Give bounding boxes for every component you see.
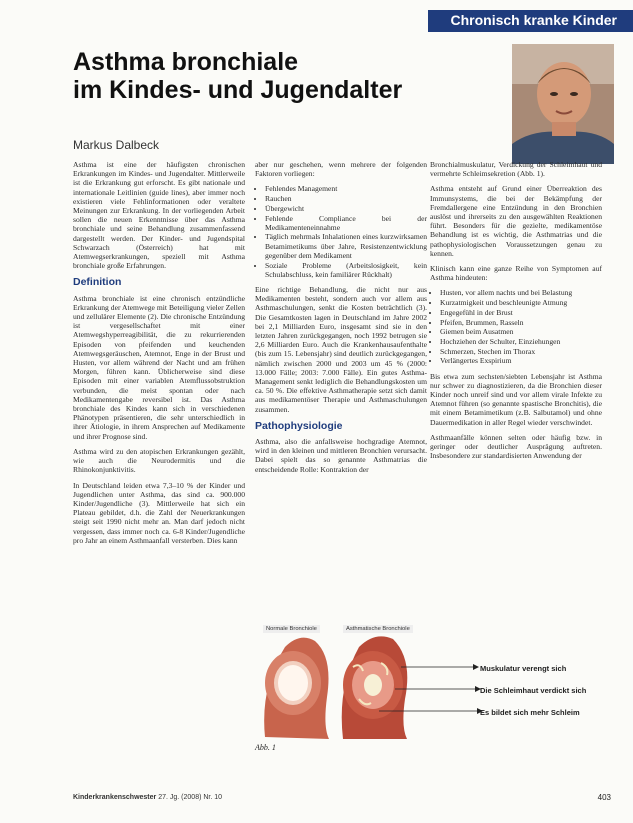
list-item: • Verlängertes Exspirium [440,356,602,365]
figure-label-asthmatic: Asthmatische Bronchiole [343,625,413,633]
bronchiole-illustration [255,627,611,739]
prevalence-paragraph: In Deutschland leiden etwa 7,3–10 % der Kinder und Jugendlichen unter Asthma, das sind ca. 900.000 Kinder/Jugendliche (3). Mittlerweile hat sich ein Plateau gebildet, d.h. die Zahl der Neuerkrankungen steigt seit 1990 nicht mehr an. Man darf jedoch nicht vergessen, dass immer noch ca. 6-8 Kinder/Jugendliche pro Jahr an einem Asthmaanfall versterben. Dies kann [73,480,245,545]
pathophysiology-paragraph: Asthma, also die anfallsweise hochgradige Atemnot, wird in den kleinen und mittleren Bronchien verursacht. Dabei spielt das so genannte Asthmatrias die entscheidende Rolle: Kontraktion der [255,436,427,474]
callout-mucus: Es bildet sich mehr Schleim [480,708,580,717]
list-item: • Rauchen [265,194,427,203]
author-photo [512,44,614,164]
symptoms-intro: Klinisch kann eine ganze Reihe von Symptomen auf Asthma hindeuten: [430,264,602,283]
callout-muscle: Muskulatur verengt sich [480,664,567,673]
figure-caption: Abb. 1 [255,743,276,752]
page-footer [73,794,222,801]
bronchiole-figure [255,627,611,739]
author-portrait-image [512,44,614,164]
section-label: Chronisch kranke Kinder [450,12,617,28]
journal-name: Kinderkrankenschwester [73,794,157,801]
column-1 [73,160,245,551]
intro-paragraph: Asthma ist eine der häufigsten chronischen Erkrankungen im Kindes- und Jugendalter. Mittlerweile ist die Erkrankung gut erforscht. Es gibt nationale und internationale Leitlinien (guide lines), aber immer noch existieren viele Fehlinformationen oder veraltete Meinungen zur Erkrankung. In der vorliegenden Arbeit sollen die neuen Erkenntnisse über das Asthma bronchiale und seine Behandlung zusammenfassend dargestellt werden. Der Kinder- und Jugendspital Schwarzach (Österreich) hat mit Atemwegserkrankungen, speziell mit Asthma bronchiale große Erfahrungen. [73,160,245,271]
journal-issue: 27. Jg. (2008) Nr. 10 [158,794,223,801]
costs-paragraph: Eine richtige Behandlung, die nicht nur aus Medikamenten besteht, sondern auch vor allem aus Asthmaschulungen, senkt die Kosten beträchtlich (3). Die Gesamtkosten lagen in Deutschland im Jahre 2002 bei 2,1 Milliarden Euro, insgesamt sind sie in den letzten Jahren zurückgegangen, noch 1992 betrugen sie 2,6 Milliarden Euro. Auch die Krankenhausaufenthalte (bis zum 15. Lebensjahr) sind deutlich zurückgegangen, nämlich zwischen 2000 und 2003 um 45 % (2000: 13.000 Fälle; 2003: 7.000 Fälle). Ein gutes Asthma-Management senkt lediglich die Behandlungskosten um ca. 50 %. Die effektive Asthmatherapie setzt sich damit aus medikamentöser Therapie und Asthmaschulungen zusammen. [255,284,427,414]
diagnosis-paragraph: Bis etwa zum sechsten/siebten Lebensjahr ist Asthma nur schwer zu diagnostizieren, da die Bronchien dieser Kinder noch unreif sind und vor allem virale Infekte zu Atemnot führen (so genannte spastische Bronchitis), die mit einem Betamimetikum (z.B. Salbutamol) und ohne Dauermedikation in aller Regel wieder verschwindet. [430,371,602,427]
list-item: • Pfeifen, Brummen, Rasseln [440,318,602,327]
list-item: • Soziale Probleme (Arbeitslosigkeit, kein Schulabschluss, kein familiärer Rückhalt) [265,261,427,279]
section-band [428,10,633,32]
list-item: • Hochziehen der Schulter, Einziehungen [440,337,602,346]
definition-paragraph: Asthma bronchiale ist eine chronisch entzündliche Erkrankung der Atemwege mit Beteiligung vieler Zellen und zellulärer Elemente (2). Die chronische Entzündung ist vergesellschaftet mit einer Atemwegshyperreagibilität, die zu rekurrierenden Episoden von pfeifenden und keuchenden Atemwegsgeräuschen, Atemnot, Enge in der Brust und Husten, vor allem während der Nacht und am frühen Morgen, führen kann. Üblicherweise sind diese Episoden mit einer variablen Atemflussobstruktion verbunden, die meist spontan oder nach Medikamentengabe reversibel ist. Das Asthma bronchiale des Kindes kann sich in verschiedenen Phänotypen präsentieren, die sehr unterschiedlich in ihrer Ätiologie, in ihrem Ansprechen auf Medikamente und ihrer Prognose sind. [73,293,245,441]
list-item: • Täglich mehrmals Inhalationen eines kurzwirksamen Betamimetikums über Jahre, Resistenzentwicklung gegenüber dem Medikament [265,232,427,260]
list-item: • Giemen beim Ausatmen [440,327,602,336]
column-2 [255,160,427,480]
heading-pathophysiology: Pathophysiologie [255,419,343,432]
immune-paragraph: Asthma entsteht auf Grund einer Überreaktion des Immunsystems, die bei der Bekämpfung der Fremdallergene eine Entzündung in den Bronchien auslöst und ihrerseits zu den ausgewählten Reaktionen führt. Besonders für die gezielte, medikamentöse Behandlung ist es wichtig, die Asthmatrias und die pathophysiologischen Voraussetzungen genau zu kennen. [430,184,602,258]
page-number: 403 [597,793,611,802]
factors-intro: aber nur geschehen, wenn mehrere der folgenden Faktoren vorliegen: [255,160,427,179]
list-item: • Fehlendes Management [265,184,427,193]
atopy-paragraph: Asthma wird zu den atopischen Erkrankungen gezählt, wie auch die Neurodermitis und die Rhinokonjunktivitis. [73,446,245,475]
heading-definition: Definition [73,276,122,289]
author-name: Markus Dalbeck [73,138,160,152]
title-line-2: im Kindes- und Jugendalter [73,76,403,104]
list-item: • Engegefühl in der Brust [440,308,602,317]
list-item: • Übergewicht [265,204,427,213]
attacks-paragraph: Asthmaanfälle können selten oder häufig bzw. in geringer oder deutlicher Ausprägung auftreten. Insbesondere zur standardisierten Anwendung der [430,432,602,461]
list-item: • Kurzatmigkeit und beschleunigte Atmung [440,298,602,307]
list-item: • Schmerzen, Stechen im Thorax [440,347,602,356]
callout-mucosa: Die Schleimhaut verdickt sich [480,686,587,695]
list-item: • Fehlende Compliance bei der Medikamenteneinnahme [265,214,427,232]
risk-factor-list [255,184,427,279]
column-3 [430,160,602,466]
figure-label-normal: Normale Bronchiole [263,625,320,633]
list-item: • Husten, vor allem nachts und bei Belastung [440,288,602,297]
title-line-1: Asthma bronchiale [73,48,299,76]
article-title [73,48,433,104]
bronchial-paragraph: Bronchialmuskulatur, Verdickung der Schleimhaut und vermehrte Schleimsekretion (Abb. 1). [430,160,602,179]
symptom-list [430,288,602,365]
